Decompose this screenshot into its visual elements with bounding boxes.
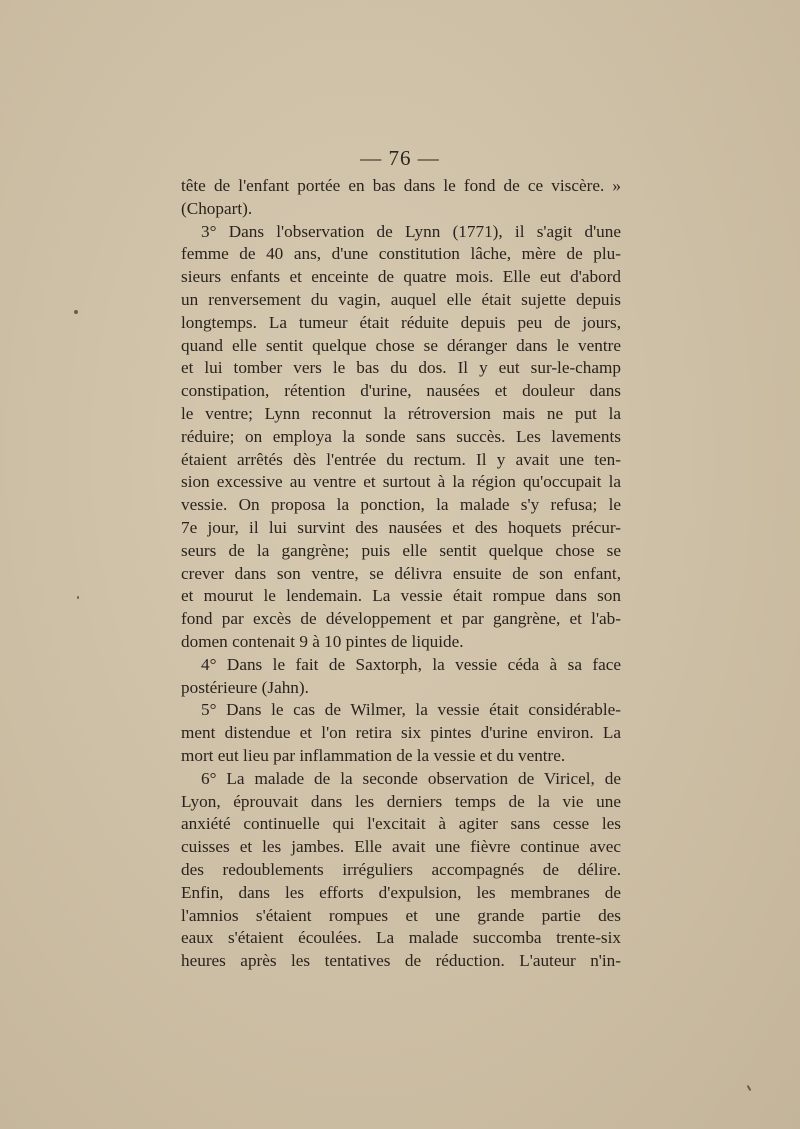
text-line: cuisses et les jambes. Elle avait une fièvre continue avec — [181, 837, 621, 857]
text-line: crever dans son ventre, se délivra ensuite de son enfant, — [181, 563, 621, 583]
text-line: 5° Dans le cas de Wilmer, la vessie était considérable- — [201, 700, 621, 720]
paper-speck — [747, 1085, 752, 1091]
body-text — [181, 175, 621, 973]
text-line: femme de 40 ans, d'une constitution lâche, mère de plu- — [181, 244, 621, 264]
text-line: postérieure (Jahn). — [181, 677, 309, 697]
text-line: un renversement du vagin, auquel elle était sujette depuis — [181, 289, 621, 309]
text-line: longtemps. La tumeur était réduite depuis peu de jours, — [181, 312, 621, 332]
text-line: mort eut lieu par inflammation de la vessie et du ventre. — [181, 745, 566, 765]
text-line: l'amnios s'étaient rompues et une grande partie des — [181, 905, 621, 925]
text-line: réduire; on employa la sonde sans succès. Les lavements — [181, 426, 621, 446]
text-line: sieurs enfants et enceinte de quatre mois. Elle eut d'abord — [181, 267, 621, 287]
text-line: Enfin, dans les efforts d'expulsion, les membranes de — [181, 882, 621, 902]
text-line: le ventre; Lynn reconnut la rétroversion mais ne put la — [181, 403, 621, 423]
text-line: 6° La malade de la seconde observation de Viricel, de — [201, 768, 621, 788]
text-line: 7e jour, il lui survint des nausées et des hoquets précur- — [181, 517, 621, 537]
text-line: sion excessive au ventre et surtout à la région qu'occupait la — [181, 472, 621, 492]
text-line: 3° Dans l'observation de Lynn (1771), il s'agit d'une — [201, 221, 621, 241]
text-line: domen contenait 9 à 10 pintes de liquide. — [181, 631, 464, 651]
text-line: Lyon, éprouvait dans les derniers temps de la vie une — [181, 791, 621, 811]
text-line: ment distendue et l'on retira six pintes d'urine environ. La — [181, 723, 621, 743]
text-line: tête de l'enfant portée en bas dans le fond de ce viscère. » — [181, 176, 621, 195]
text-line: heures après les tentatives de réduction. L'auteur n'in- — [181, 951, 621, 971]
text-line: fond par excès de développement et par gangrène, et l'ab- — [181, 609, 621, 629]
text-line: et mourut le lendemain. La vessie était rompue dans son — [181, 586, 621, 606]
paper-speck — [77, 596, 79, 599]
text-line: étaient arrêtés dès l'entrée du rectum. Il y avait une ten- — [181, 449, 621, 469]
page-number: — 76 — — [360, 146, 440, 170]
text-line: seurs de la gangrène; puis elle sentit quelque chose se — [181, 540, 621, 560]
text-line: (Chopart). — [181, 198, 253, 218]
paper-speck — [74, 310, 78, 314]
text-line: des redoublements irréguliers accompagnés de délire. — [181, 859, 621, 879]
text-line: 4° Dans le fait de Saxtorph, la vessie céda à sa face — [201, 654, 621, 674]
text-line: quand elle sentit quelque chose se déranger dans le ventre — [181, 335, 621, 355]
text-line: anxiété continuelle qui l'excitait à agiter sans cesse les — [181, 814, 621, 834]
text-line: constipation, rétention d'urine, nausées et douleur dans — [181, 381, 621, 401]
text-line: vessie. On proposa la ponction, la malade s'y refusa; le — [181, 495, 621, 515]
text-line: et lui tomber vers le bas du dos. Il y eut sur-le-champ — [181, 358, 621, 378]
text-line: eaux s'étaient écoulées. La malade succomba trente-six — [181, 928, 621, 948]
